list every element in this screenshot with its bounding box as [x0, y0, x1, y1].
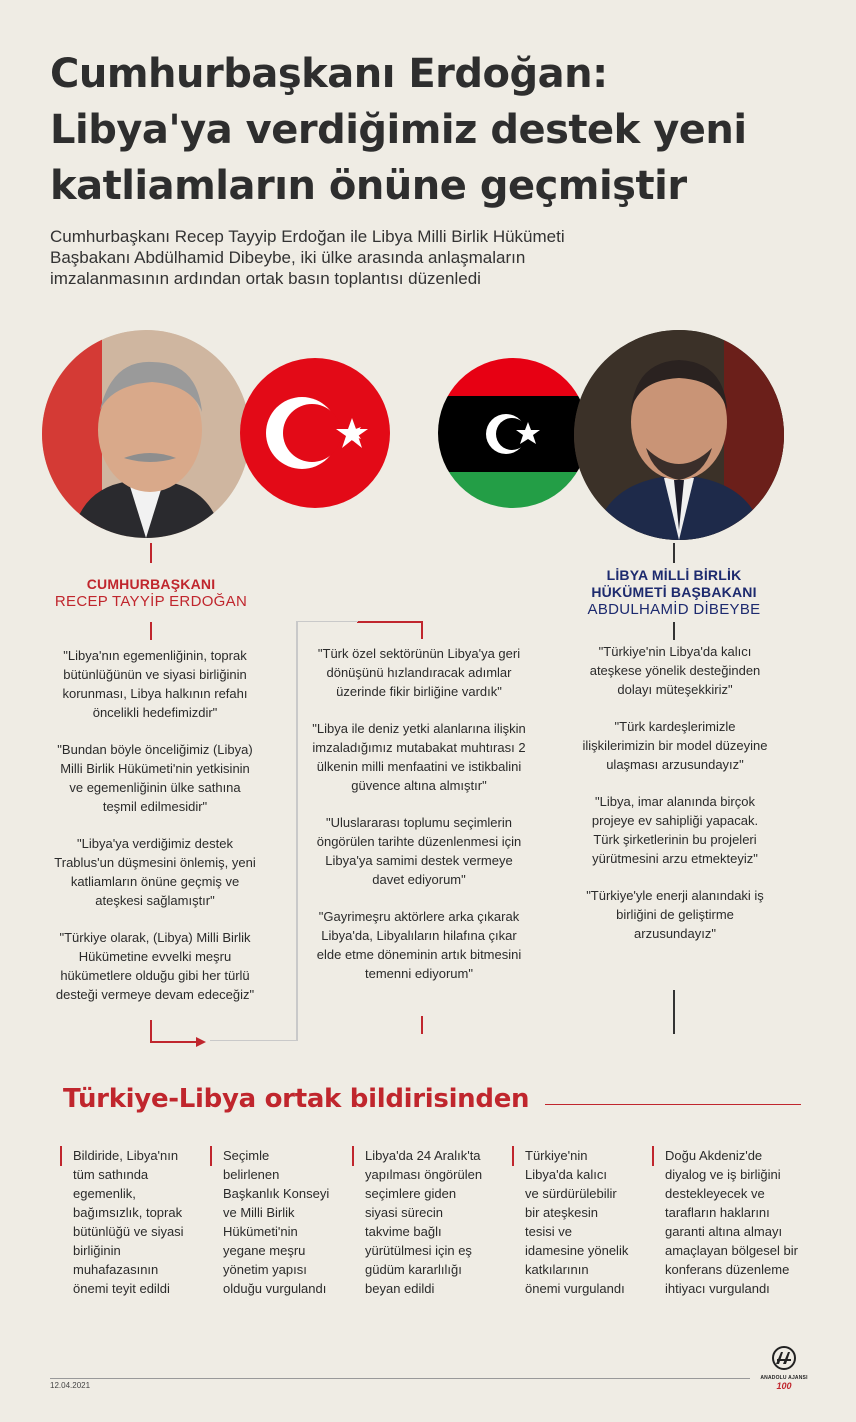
line: bütünlüğü ve siyasi — [73, 1224, 184, 1239]
connector-line — [673, 990, 675, 1034]
quote: "Uluslararası toplumu seçimlerin öngörülen tarihte düzenlenmesi için Libya'ya samimi destek vermeye davet ediyorum" — [316, 815, 522, 887]
statement-item — [352, 1146, 502, 1298]
joint-statement-title: Türkiye-Libya ortak bildirisinden — [63, 1084, 530, 1114]
line: ve Milli Birlik — [223, 1205, 295, 1220]
line: idamesine yönelik — [525, 1243, 629, 1258]
statement-item — [512, 1146, 642, 1298]
quote: "Türk kardeşlerimizle ilişkilerimizin bir model düzeyine ulaşması arzusundayız" — [582, 719, 768, 772]
line: önemi teyit edildi — [73, 1281, 170, 1296]
line: tesisi ve — [525, 1224, 572, 1239]
line: ihtiyacı vurgulandı — [665, 1281, 770, 1296]
quote: "Türkiye olarak, (Libya) Milli Birlik Hükümetine evvelki meşru hükümetlere olduğu gibi her türlü desteği vermeye devam edeceğiz" — [55, 930, 255, 1002]
connector-line — [210, 1040, 298, 1041]
line: amaçlayan bölgesel bir — [665, 1243, 798, 1258]
libya-flag-icon — [438, 358, 588, 508]
line: beyan edildi — [365, 1281, 435, 1296]
quote: "Bundan böyle önceliğimiz (Libya) Milli Birlik Hükümeti'nin yetkisinin ve egemenliğinin ülke sathına teşmil edilmesidir" — [57, 742, 253, 814]
line: konferans düzenleme — [665, 1262, 790, 1277]
line: Hükümeti'nin — [223, 1224, 298, 1239]
anadolu-agency-logo — [756, 1346, 812, 1391]
dibeybe-quotes — [578, 642, 772, 961]
line: bağımsızlık, toprak — [73, 1205, 183, 1220]
quote: "Libya'ya verdiğimiz destek Trablus'un düşmesini önlemiş, yeni katliamların önüne geçmiş ve ateşkesi sağlamıştır" — [54, 836, 256, 908]
line: destekleyecek ve — [665, 1186, 765, 1201]
line: tüm sathında — [73, 1167, 149, 1182]
divider — [545, 1104, 801, 1105]
quote: "Gayrimeşru aktörlere arka çıkarak Libya'da, Libyalıların hilafına çıkar elde etme döneminin artık bitmesini temenni ediyorum" — [316, 909, 522, 981]
connector-line — [673, 622, 675, 640]
line: garanti altına almayı — [665, 1224, 783, 1239]
line: belirlenen — [223, 1167, 280, 1182]
quote: "Libya, imar alanında birçok projeye ev sahipliği yapacak. Türk şirketlerinin bu projeleri yürütmesini arzu etmekteyiz" — [591, 794, 759, 866]
subtitle-line: Cumhurbaşkanı Recep Tayyip Erdoğan ile Libya Milli Birlik Hükümeti — [50, 227, 565, 246]
line: bir ateşkesin — [525, 1205, 598, 1220]
line: Doğu Akdeniz'de — [665, 1148, 763, 1163]
statement-item — [210, 1146, 340, 1298]
line: seçimlere giden — [365, 1186, 457, 1201]
dibeybe-portrait — [574, 330, 784, 540]
line: ve sürdürülebilir — [525, 1186, 617, 1201]
line: güdüm kararlılığı — [365, 1262, 462, 1277]
statement-item — [60, 1146, 195, 1298]
dibeybe-role: HÜKÜMETİ BAŞBAKANI — [591, 584, 757, 600]
quote: "Türkiye'yle enerji alanındaki iş birliğini de geliştirme arzusundayız" — [586, 888, 764, 941]
line: katkılarının — [525, 1262, 589, 1277]
line: Libya'da 24 Aralık'ta — [365, 1148, 481, 1163]
statement-item — [652, 1146, 812, 1298]
item-marker — [352, 1146, 354, 1166]
quote: "Türk özel sektörünün Libya'ya geri dönüşünü hızlandıracak adımlar üzerinde fikir birliğine vardık" — [317, 646, 521, 699]
line: Seçimle — [223, 1148, 270, 1163]
connector-line — [421, 1016, 423, 1034]
erdogan-quotes — [52, 646, 258, 1022]
publish-date: 12.04.2021 — [50, 1381, 91, 1390]
turkey-flag-icon — [240, 358, 390, 508]
line: tarafların haklarını — [665, 1205, 770, 1220]
line: Bildiride, Libya'nın — [73, 1148, 179, 1163]
erdogan-name: RECEP TAYYİP ERDOĞAN — [54, 593, 248, 610]
subtitle — [50, 226, 610, 289]
headline — [50, 46, 840, 214]
headline-line: katliamların önüne geçmiştir — [50, 163, 687, 209]
line: olduğu vurgulandı — [223, 1281, 327, 1296]
line: yapılması öngörülen — [365, 1167, 483, 1182]
aa-logo-icon — [769, 1346, 799, 1370]
statement-text — [210, 1146, 340, 1298]
item-marker — [60, 1146, 62, 1166]
line: birliğinin — [73, 1243, 121, 1258]
quote: "Türkiye'nin Libya'da kalıcı ateşkese yönelik desteğinden dolayı müteşekkiriz" — [589, 644, 761, 697]
headline-line: Cumhurbaşkanı Erdoğan: — [50, 51, 608, 97]
headline-line: Libya'ya verdiğimiz destek yeni — [50, 107, 747, 153]
line: takvime bağlı — [365, 1224, 442, 1239]
dibeybe-name: ABDULHAMİD DİBEYBE — [587, 601, 761, 618]
arrow-right-icon — [150, 1034, 208, 1053]
statement-text — [512, 1146, 642, 1298]
statement-text — [60, 1146, 195, 1298]
connector-line — [150, 622, 152, 640]
logo-badge: 100 — [776, 1381, 792, 1391]
subtitle-line: Başbakanı Abdülhamid Dibeybe, iki ülke arasında anlaşmaların — [50, 248, 526, 267]
line: önemi vurgulandı — [525, 1281, 625, 1296]
line: Libya'da kalıcı — [525, 1167, 607, 1182]
erdogan-name-block — [48, 576, 254, 611]
item-marker — [512, 1146, 514, 1166]
subtitle-line: imzalanmasının ardından ortak basın toplantısı düzenledi — [50, 269, 481, 288]
item-marker — [652, 1146, 654, 1166]
quote: "Libya'nın egemenliğinin, toprak bütünlüğünün ve siyasi birliğinin korunması, Libya halkının refahı öncelikli hedefimizdir" — [62, 648, 248, 720]
item-marker — [210, 1146, 212, 1166]
line: siyasi sürecin — [365, 1205, 444, 1220]
line: diyalog ve iş birliğini — [665, 1167, 781, 1182]
connector-line — [421, 621, 423, 639]
erdogan-quotes-continued — [312, 644, 526, 1001]
footer-divider — [50, 1378, 750, 1379]
logo-text: ANADOLU AJANSI — [760, 1375, 808, 1381]
erdogan-portrait — [42, 330, 250, 538]
quote: "Libya ile deniz yetki alanlarına ilişkin imzaladığımız mutabakat muhtırası 2 ülkenin milli menfaatini ve istikbalini güvence altına almıştır" — [312, 721, 526, 793]
erdogan-role: CUMHURBAŞKANI — [86, 576, 216, 592]
connector-line — [296, 621, 358, 622]
line: yönetim yapısı — [223, 1262, 307, 1277]
line: yürütülmesi için eş — [365, 1243, 472, 1258]
connector-line — [673, 543, 675, 563]
statement-text — [652, 1146, 812, 1298]
connector-line — [150, 543, 152, 563]
connector-line — [357, 621, 423, 623]
connector-line — [296, 621, 298, 1041]
line: egemenlik, — [73, 1186, 136, 1201]
dibeybe-role: LİBYA MİLLİ BİRLİK — [606, 567, 742, 583]
line: muhafazasının — [73, 1262, 159, 1277]
dibeybe-name-block — [574, 567, 774, 619]
line: yegane meşru — [223, 1243, 306, 1258]
statement-text — [352, 1146, 502, 1298]
line: Türkiye'nin — [525, 1148, 588, 1163]
line: Başkanlık Konseyi — [223, 1186, 330, 1201]
